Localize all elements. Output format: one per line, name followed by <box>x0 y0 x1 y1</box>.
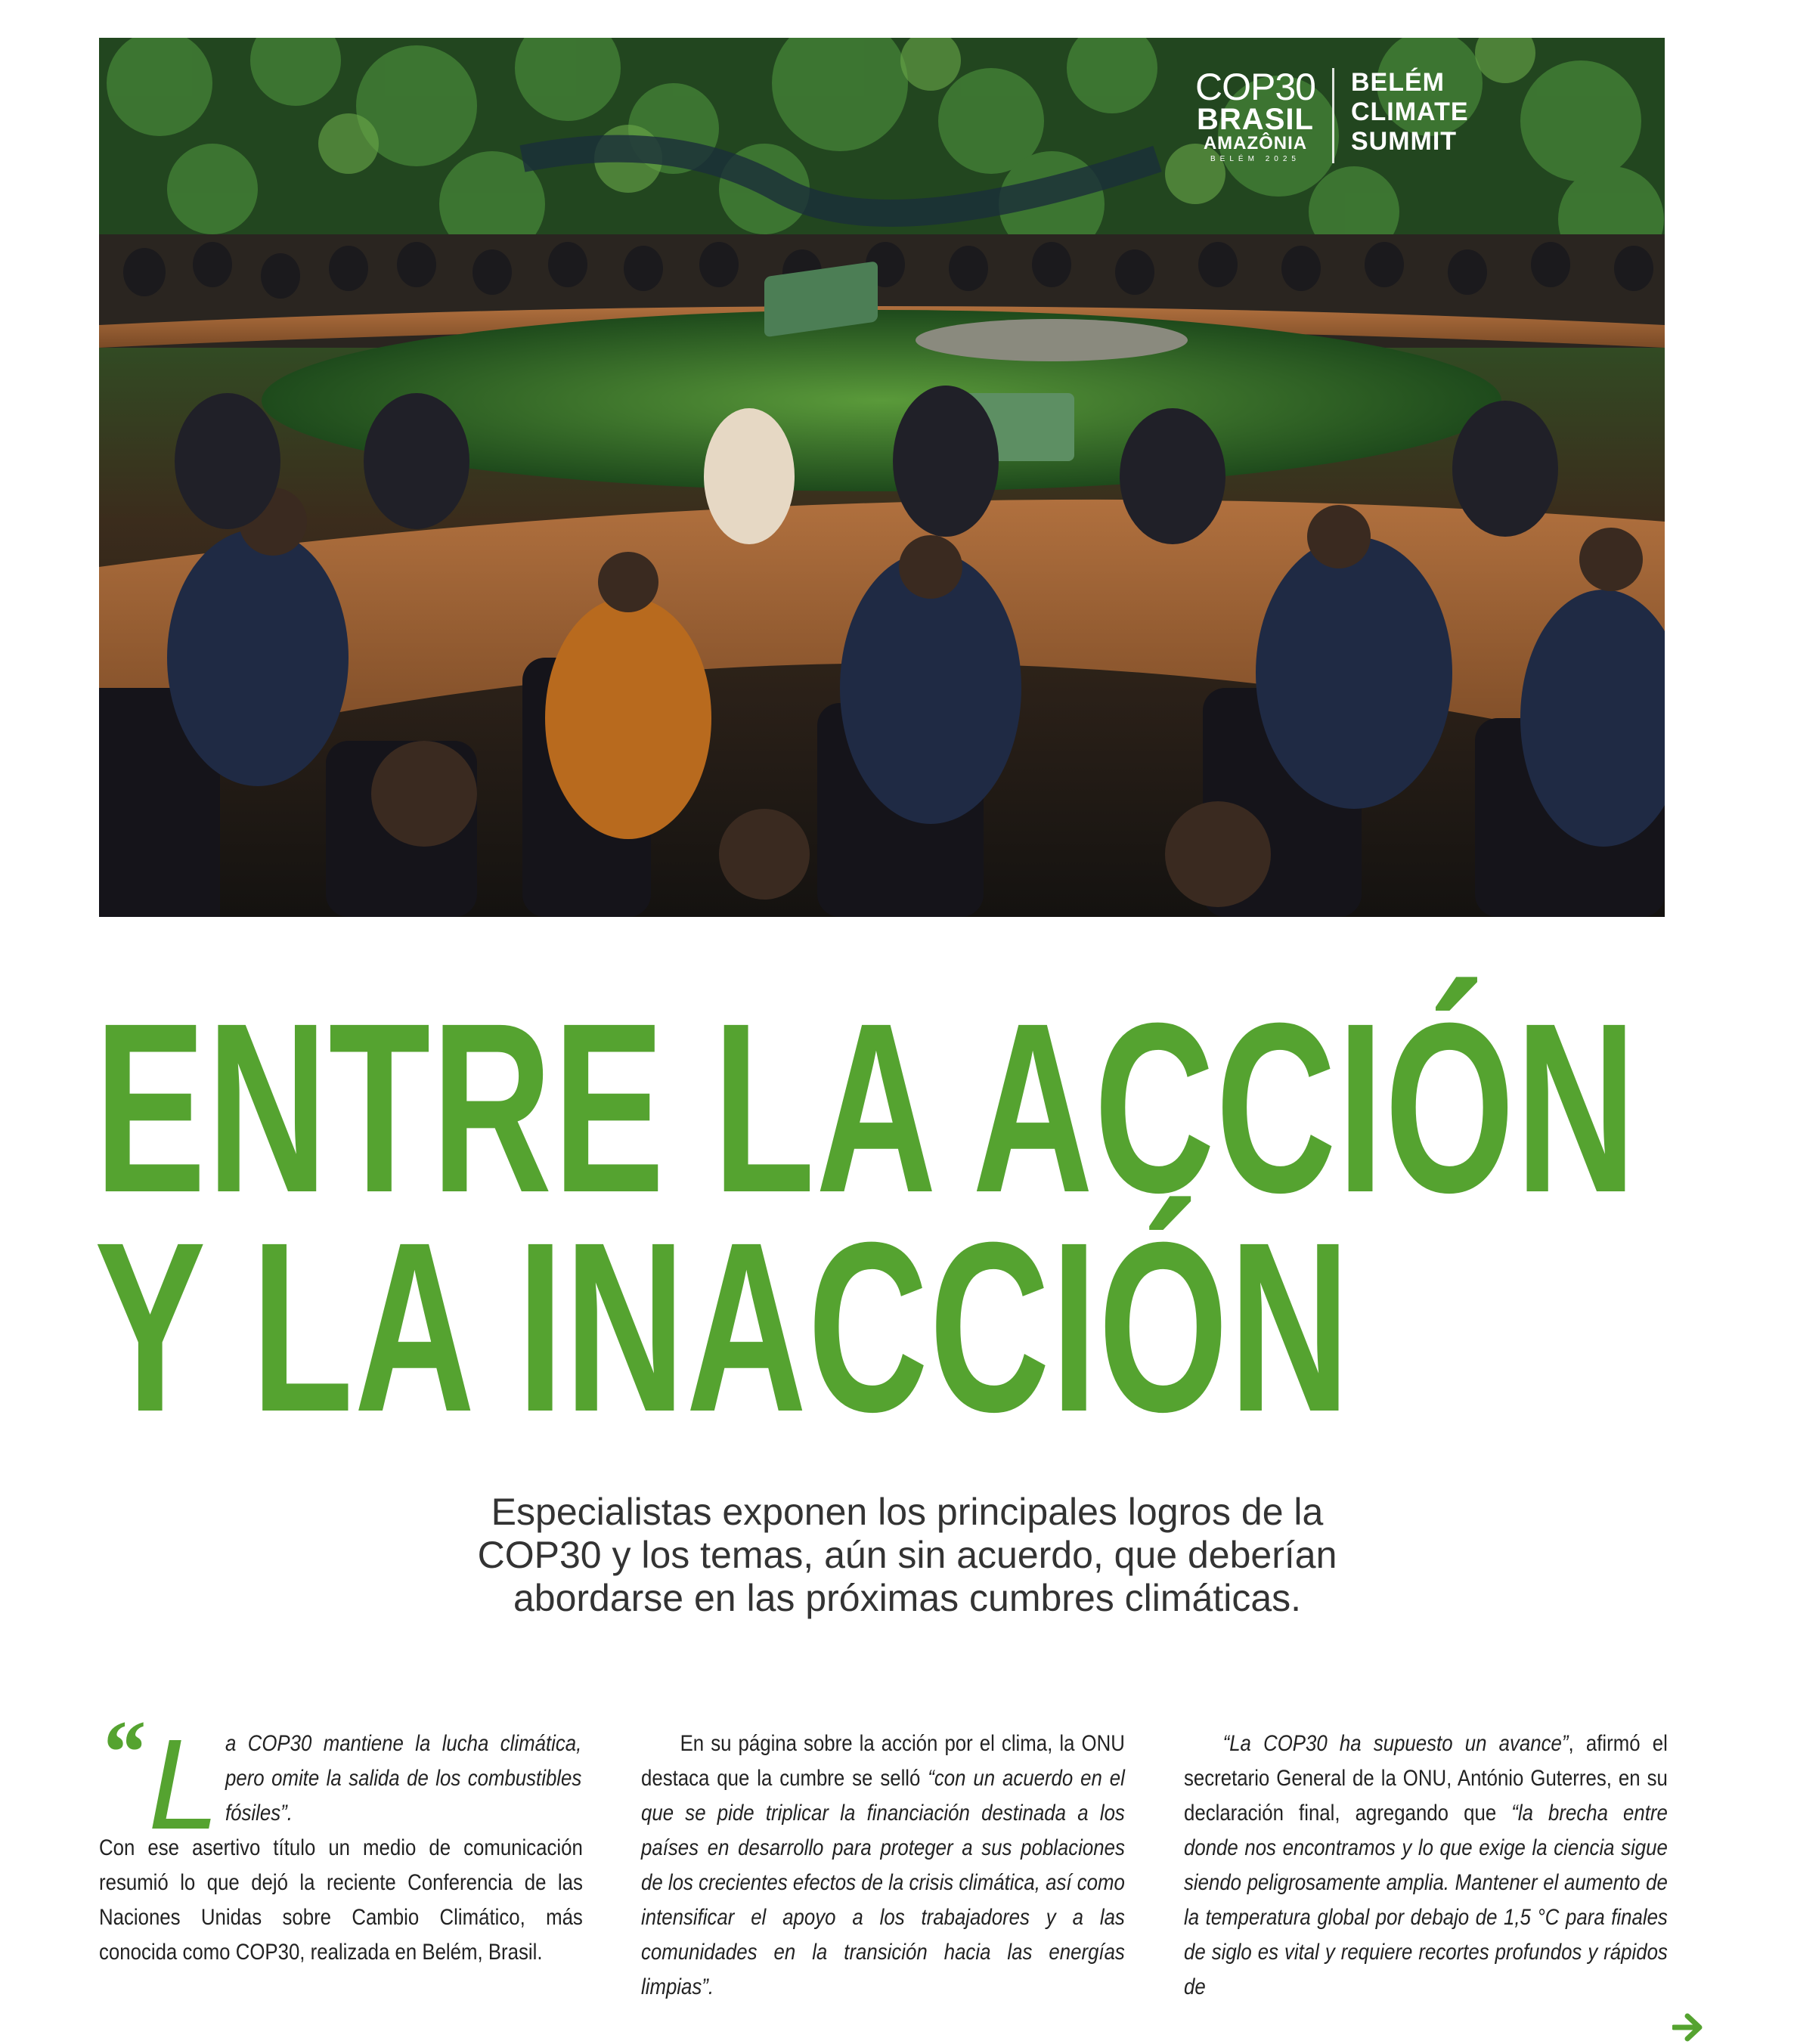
logo-cop30: COP30 <box>1195 66 1315 108</box>
column-1-body <box>99 1831 583 1970</box>
column-1-lead <box>225 1727 581 1831</box>
summit-line-3: SUMMIT <box>1350 127 1458 156</box>
summit-line-2: CLIMATE <box>1350 98 1469 127</box>
subtitle-line-2: COP30 y los temas, aún sin acuerdo, que deberían <box>477 1534 1337 1576</box>
logo-amazonia: AMAZÔNIA <box>1203 133 1308 153</box>
drop-cap: L <box>148 1713 220 1857</box>
hero-photo <box>99 38 1665 917</box>
column-2-intro: En su página sobre la acción por el clima, la ONU destaca que la cumbre se selló <box>641 1731 1125 1791</box>
cop30-logo <box>1195 68 1469 181</box>
article-headline <box>95 972 1638 1462</box>
headline-line-2: Y LA INACCIÓN <box>95 1191 1351 1462</box>
column-2-quote: “con un acuerdo en el que se pide triplicar la financiación destinada a los países en desarrollo para proteger a sus poblaciones de los crecientes efectos de la crisis climática, así como intensificar el apoyo a los trabajadores y a las comunidades en la transición hacia las energías limpias”. <box>641 1766 1125 1999</box>
column-3-middle: , afirmó el secretario General de la ONU, António Guterres, en su declaración final, agregando que <box>1184 1731 1668 1826</box>
subtitle-line-1: Especialistas exponen los principales logros de la <box>491 1491 1324 1533</box>
column-3-quote-2: “la brecha entre donde nos encontramos y lo que exige la ciencia sigue siendo peligrosamente amplia. Mantener el aumento de la temperatura global por debajo de 1,5 °C para finales de siglo es vital y requiere recortes profundos y rápidos de <box>1184 1801 1668 1999</box>
column-2 <box>641 1727 1125 2005</box>
column-3-quote-1: “La COP30 ha supuesto un avance” <box>1222 1731 1569 1756</box>
opening-quote-mark: “ <box>99 1702 144 1802</box>
headline-line-1: ENTRE LA ACCIÓN <box>95 972 1638 1243</box>
logo-brasil: BRASIL <box>1197 103 1314 136</box>
column-1-lead-quote: a COP30 mantiene la lucha climática, pero omite la salida de los combustibles fósiles”. <box>225 1731 582 1826</box>
logo-location: BELÉM 2025 <box>1210 155 1300 163</box>
cop30-brasil-mark <box>1195 68 1334 163</box>
belem-climate-summit-mark <box>1334 68 1469 156</box>
arrow-right-icon <box>1672 2012 1706 2042</box>
summit-line-1: BELÉM <box>1350 68 1445 97</box>
column-3 <box>1184 1727 1668 2005</box>
subtitle-line-3: abordarse en las próximas cumbres climáticas. <box>513 1577 1302 1619</box>
column-1-body-text: Con ese asertivo título un medio de comunicación resumió lo que dejó la reciente Conferencia de las Naciones Unidas sobre Cambio Climático, más conocida como COP30, realizada en Belém, Brasil. <box>99 1835 583 1965</box>
article-subtitle <box>340 1491 1474 1620</box>
